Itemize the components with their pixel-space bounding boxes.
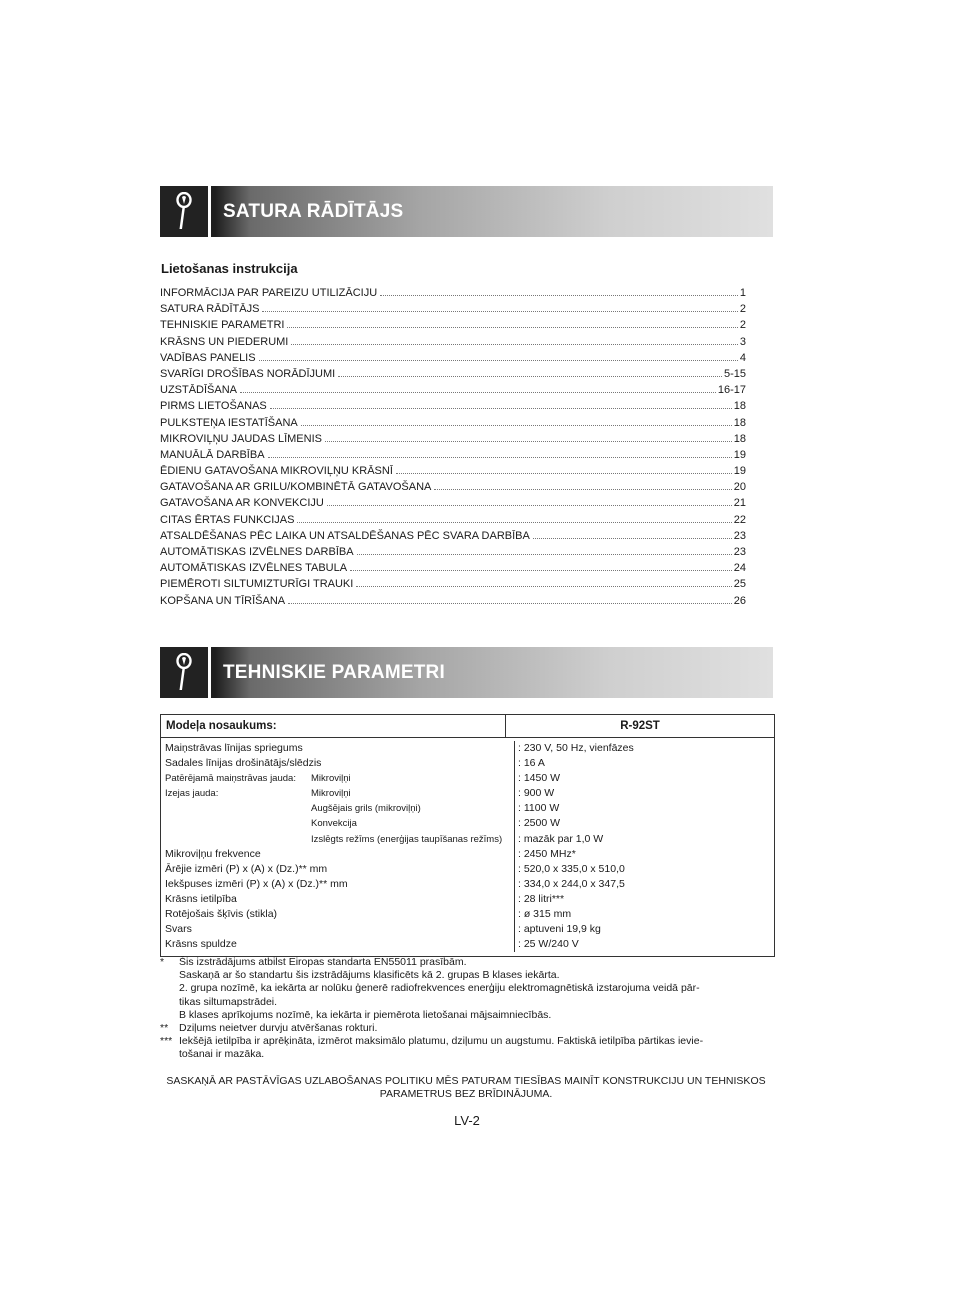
- spec-row-label: [165, 816, 514, 831]
- toc-entry: [160, 560, 746, 576]
- spec-value: : aptuveni 19,9 kg: [518, 923, 601, 936]
- toc-entry: [160, 415, 746, 431]
- toc-leader-dots: [325, 441, 732, 442]
- spec-row-label: [165, 922, 514, 937]
- spec-values-column: [515, 741, 774, 952]
- spec-row-label: [165, 756, 514, 771]
- footnote: [160, 956, 772, 1022]
- spec-row-label: [165, 847, 514, 862]
- toc-entry: [160, 512, 746, 528]
- footnote-line: B klases aprīkojums nozīmē, ka iekārta ir piemērota lietošanai mājsaimniecībās.: [179, 1008, 552, 1021]
- toc-leader-dots: [291, 344, 738, 345]
- toc-entry: [160, 576, 746, 592]
- spec-label: Izejas jauda:: [165, 788, 219, 800]
- toc-entry: [160, 593, 746, 609]
- spec-value: : 28 litri***: [518, 892, 565, 905]
- toc-heading: Lietošanas instrukcija: [161, 261, 298, 276]
- spec-row-label: [165, 786, 514, 801]
- spec-value: : 2450 MHz*: [518, 847, 576, 860]
- spec-value: : 900 W: [518, 787, 555, 800]
- toc-leader-dots: [297, 522, 731, 523]
- toc-entry-page: 1: [739, 287, 746, 299]
- toc-leader-dots: [240, 392, 716, 393]
- toc-entry: [160, 382, 746, 398]
- policy-line: PARAMETRUS BEZ BRĪDINĀJUMA.: [379, 1088, 553, 1100]
- spec-label: Rotējošais šķīvis (stikla): [165, 908, 278, 921]
- toc-entry: [160, 528, 746, 544]
- spec-label: Sadales līnijas drošinātājs/slēdzis: [165, 757, 322, 770]
- toc-leader-dots: [327, 505, 732, 506]
- spec-row-label: [165, 771, 514, 786]
- toc-entry-label: PIEMĒROTI SILTUMIZTURĪGI TRAUKI: [160, 578, 354, 591]
- toc-leader-dots: [533, 538, 732, 539]
- spec-row-label: [165, 741, 514, 756]
- spec-value: : 2500 W: [518, 817, 561, 830]
- toc-entry-page: 19: [733, 448, 746, 461]
- toc-entry-label: VADĪBAS PANELIS: [160, 351, 256, 364]
- toc-entry-page: 3: [739, 335, 746, 348]
- toc-entry-page: 5-15: [723, 367, 746, 380]
- spec-label: Krāsns spuldze: [165, 938, 237, 951]
- spec-section-banner: [160, 647, 773, 698]
- toc-entry-page: 18: [733, 432, 746, 445]
- toc-entry-label: SATURA RĀDĪTĀJS: [160, 303, 260, 316]
- toc-entry-page: 22: [733, 513, 746, 526]
- toc-entry-page: 23: [733, 529, 746, 542]
- toc-entry: [160, 463, 746, 479]
- footnote-line: Iekšējā ietilpība ir aprēķināta, izmērot maksimālo platumu, dziļumu un augstumu. Faktiskā ietilpība pārtikas ievie-: [179, 1035, 704, 1048]
- policy-line: SASKAŅĀ AR PASTĀVĪGAS UZLABOŠANAS POLITIKU MĒS PATURAM TIESĪBAS MAINĪT KONSTRUKCIJU UN TEHNISKOS: [166, 1075, 766, 1087]
- toc-entry-label: PIRMS LIETOŠANAS: [160, 400, 267, 413]
- toc-leader-dots: [357, 554, 732, 555]
- table-of-contents: [160, 285, 746, 609]
- toc-leader-dots: [270, 408, 732, 409]
- page-number: LV-2: [454, 1113, 480, 1128]
- toc-entry-page: 26: [733, 594, 746, 607]
- toc-entry: [160, 301, 746, 317]
- spec-value: : 334,0 x 244,0 x 347,5: [518, 877, 625, 890]
- toc-leader-dots: [356, 586, 731, 587]
- spec-sublabel: Augšējais grils (mikroviļņi): [311, 803, 421, 815]
- toc-leader-dots: [301, 425, 732, 426]
- spec-value: : mazāk par 1,0 W: [518, 832, 604, 845]
- toc-entry-page: 19: [733, 465, 746, 478]
- toc-entry-label: ATSALDĒŠANAS PĒC LAIKA UN ATSALDĒŠANAS PĒC SVARA DARBĪBA: [160, 529, 530, 542]
- toc-entry-label: GATAVOŠANA AR GRILU/KOMBINĒTĀ GATAVOŠANA: [160, 481, 432, 494]
- toc-entry-page: 2: [739, 303, 746, 316]
- toc-entry-label: KOPŠANA UN TĪRĪŠANA: [160, 594, 286, 607]
- toc-entry: [160, 479, 746, 495]
- toc-entry: [160, 398, 746, 414]
- toc-entry-page: 16-17: [717, 384, 746, 397]
- toc-entry-label: INFORMĀCIJA PAR PAREIZU UTILIZĀCIJU: [160, 287, 378, 299]
- spec-value: : 1450 W: [518, 772, 561, 785]
- spec-row-label: [165, 877, 514, 892]
- spec-labels-column: [161, 741, 515, 952]
- spec-row-label: [165, 892, 514, 907]
- toc-entry-label: UZSTĀDĪŠANA: [160, 384, 238, 397]
- toc-leader-dots: [262, 311, 737, 312]
- toc-entry-label: KRĀSNS UN PIEDERUMI: [160, 335, 289, 348]
- toc-entry-label: GATAVOŠANA AR KONVEKCIJU: [160, 497, 324, 510]
- spec-value: : 520,0 x 335,0 x 510,0: [518, 862, 625, 875]
- toc-leader-dots: [338, 376, 722, 377]
- toc-entry: [160, 317, 746, 333]
- spec-table-body: [161, 738, 774, 956]
- spec-sublabel: Mikroviļņi: [311, 773, 351, 785]
- footnote-marker: ***: [160, 1035, 173, 1048]
- spec-label: Svars: [165, 923, 192, 936]
- footnote-line: tošanai ir mazāka.: [179, 1048, 265, 1061]
- toc-entry-page: 25: [733, 578, 746, 591]
- footnote-marker: **: [160, 1022, 169, 1035]
- footnote: [160, 1022, 772, 1035]
- footnote-line: Šis izstrādājums atbilst Eiropas standarta EN55011 prasībām.: [179, 956, 467, 968]
- toc-entry-label: CITAS ĒRTAS FUNKCIJAS: [160, 513, 295, 526]
- toc-leader-dots: [396, 473, 732, 474]
- toc-entry-label: PULKSTEŅA IESTATĪŠANA: [160, 416, 298, 429]
- spec-row-label: [165, 907, 514, 922]
- model-name-value: R-92ST: [620, 720, 660, 732]
- spec-label: Mikroviļņu frekvence: [165, 847, 261, 860]
- toc-section-title: SATURA RĀDĪTĀJS: [223, 201, 404, 222]
- toc-entry-page: 18: [733, 400, 746, 413]
- toc-entry-label: AUTOMĀTISKAS IZVĒLNES DARBĪBA: [160, 546, 354, 558]
- toc-leader-dots: [259, 360, 738, 361]
- toc-entry-label: ĒDIENU GATAVOŠANA MIKROVIĻŅU KRĀSNĪ: [160, 465, 393, 478]
- spec-sublabel: Konvekcija: [311, 818, 357, 830]
- toc-leader-dots: [434, 489, 731, 490]
- footnote-line: tikas siltumapstrādei.: [179, 995, 278, 1008]
- spec-value: : ø 315 mm: [518, 908, 572, 921]
- toc-entry: [160, 495, 746, 511]
- spec-row-label: [165, 937, 514, 952]
- toc-leader-dots: [350, 570, 732, 571]
- toc-entry: [160, 285, 746, 301]
- toc-entry-page: 18: [733, 416, 746, 429]
- footnote-marker: *: [160, 956, 165, 968]
- spec-label: Krāsns ietilpība: [165, 892, 237, 905]
- policy-notice: [160, 1075, 772, 1101]
- toc-entry: [160, 447, 746, 463]
- toc-entry-page: 23: [733, 546, 746, 558]
- spec-label: Maiņstrāvas līnijas spriegums: [165, 742, 303, 754]
- toc-entry-page: 24: [733, 562, 746, 575]
- toc-entry: [160, 431, 746, 447]
- spec-sublabel: Izslēgts režīms (enerģijas taupīšanas režīms): [311, 833, 503, 845]
- spec-value: : 16 A: [518, 757, 545, 770]
- spec-value: : 1100 W: [518, 802, 560, 815]
- toc-entry-label: MIKROVIĻŅU JAUDAS LĪMENIS: [160, 432, 322, 445]
- spec-row-label: [165, 801, 514, 816]
- spec-label: Ārējie izmēri (P) x (A) x (Dz.)** mm: [165, 862, 328, 875]
- toc-leader-dots: [288, 603, 732, 604]
- spec-label: Iekšpuses izmēri (P) x (A) x (Dz.)** mm: [165, 877, 348, 890]
- toc-entry-page: 2: [739, 319, 746, 332]
- spec-row-label: [165, 862, 514, 877]
- spec-section-title: TEHNISKIE PARAMETRI: [223, 662, 445, 683]
- spec-table: [160, 714, 775, 957]
- toc-entry: [160, 366, 746, 382]
- toc-entry-label: MANUĀLĀ DARBĪBA: [160, 448, 265, 461]
- toc-entry: [160, 350, 746, 366]
- footnotes: [160, 956, 772, 1062]
- spec-value: : 25 W/240 V: [518, 938, 579, 951]
- toc-entry-label: SVARĪGI DROŠĪBAS NORĀDĪJUMI: [160, 367, 336, 380]
- model-name-label: Modeļa nosaukums:: [161, 715, 506, 737]
- footnote-line: Dziļums neietver durvju atvēršanas rokturi.: [179, 1022, 378, 1035]
- footnote: [160, 1035, 772, 1061]
- toc-leader-dots: [268, 457, 732, 458]
- toc-entry-page: 4: [739, 351, 746, 364]
- spec-table-header: [161, 715, 774, 738]
- info-pen-icon: [160, 647, 208, 698]
- toc-leader-dots: [287, 327, 737, 328]
- footnote-line: 2. grupa nozīmē, ka iekārta ar nolūku ģenerē radiofrekvences enerģiju elektromagnētiskā izstarojuma veidā pār-: [179, 982, 700, 995]
- toc-entry: [160, 334, 746, 350]
- toc-entry-label: TEHNISKIE PARAMETRI: [160, 319, 285, 332]
- toc-leader-dots: [380, 295, 738, 296]
- info-pen-icon: [160, 186, 208, 237]
- toc-entry-page: 20: [733, 481, 746, 494]
- toc-entry: [160, 544, 746, 560]
- spec-sublabel: Mikroviļņi: [311, 788, 351, 800]
- spec-value: : 230 V, 50 Hz, vienfāzes: [518, 742, 634, 754]
- toc-entry-label: AUTOMĀTISKAS IZVĒLNES TABULA: [160, 562, 348, 575]
- spec-row-label: [165, 832, 514, 847]
- toc-section-banner: [160, 186, 773, 237]
- spec-label: Patērējamā maiņstrāvas jauda:: [165, 773, 296, 785]
- toc-entry-page: 21: [733, 497, 746, 510]
- footnote-line: Saskaņā ar šo standartu šis izstrādājums klasificēts kā 2. grupas B klases iekārta.: [179, 969, 560, 982]
